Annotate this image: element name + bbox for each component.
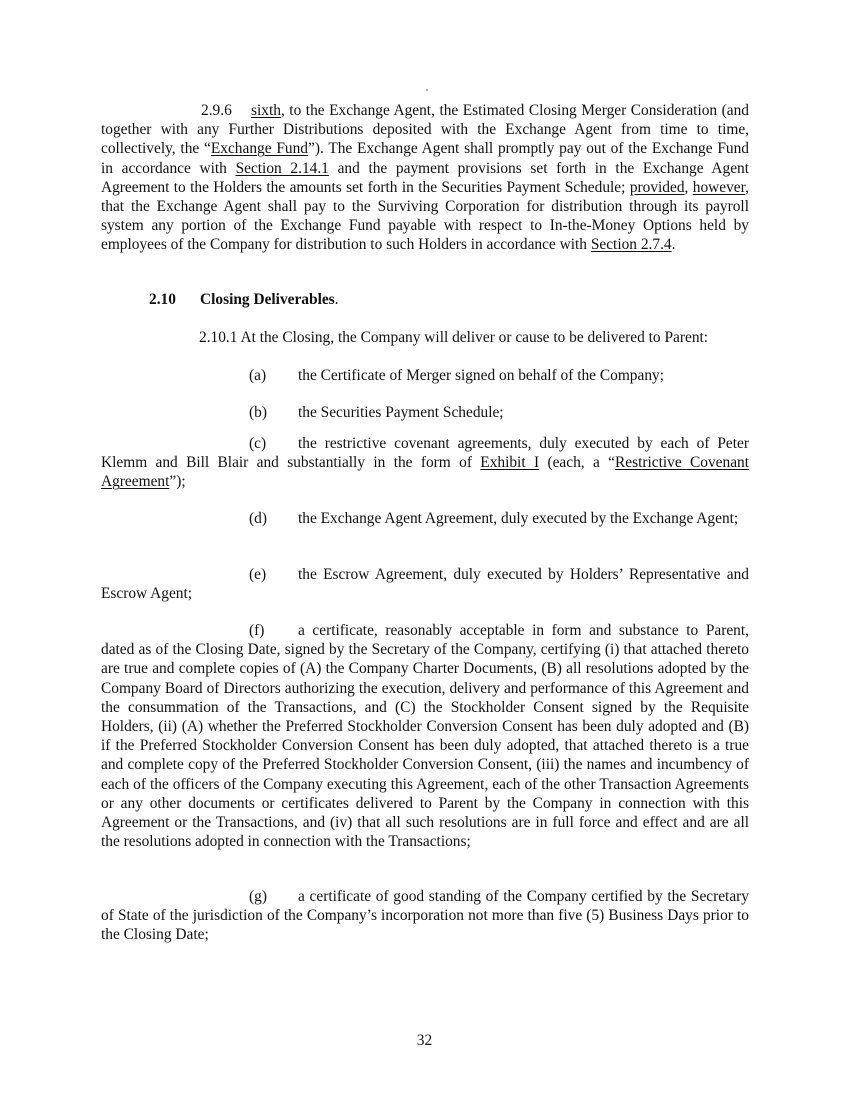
item-text: the Certificate of Merger signed on behalf of the Company; bbox=[298, 367, 664, 384]
item-label: (e) bbox=[249, 566, 267, 583]
item-g bbox=[101, 887, 749, 945]
item-label: (f) bbox=[249, 622, 265, 639]
item-text: a certificate, reasonably acceptable in form and substance to Parent, dated as of the Closing Date, signed by the Secretary of the Company, certifying (i) that attached thereto are true and complete copies of (A) the Company Charter Documents, (B) all resolutions adopted by the Company Board of Directors authorizing the execution, delivery and performance of this Agreement and the consummation of the Transactions, and (C) the Stockholder Consent signed by the Requisite Holders, (ii) (A) whether the Preferred Stockholder Conversion Consent has been duly adopted and (B) if the Preferred Stockholder Conversion Consent has been duly adopted, that attached thereto is a true and complete copy of the Preferred Stockholder Conversion Consent, (iii) the names and incumbency of each of the officers of the Company executing this Agreement, each of the other Transaction Agreements or any other documents or certificates delivered to Parent by the Company in connection with this Agreement or the Transactions, and (iv) that all such resolutions are in full force and effect and are all the resolutions adopted in connection with the Transactions; bbox=[101, 622, 749, 851]
item-text: a certificate of good standing of the Company certified by the Secretary of State of the jurisdiction of the Company’s incorporation not more than five (5) Business Days prior to the Closing Date; bbox=[101, 888, 749, 944]
term-exchange-fund: Exchange Fund bbox=[210, 140, 308, 158]
item-label: (c) bbox=[249, 435, 267, 452]
ref-section-2-14-1: Section 2.14.1 bbox=[235, 159, 329, 177]
scan-dot bbox=[426, 89, 428, 91]
term-however: however bbox=[692, 178, 746, 196]
item-text: the Escrow Agreement, duly executed by Holders’ Representative and Escrow Agent; bbox=[101, 566, 749, 603]
item-d bbox=[101, 509, 749, 528]
item-text: the Securities Payment Schedule; bbox=[298, 404, 504, 421]
ref-exhibit-i: Exhibit I bbox=[480, 454, 540, 472]
section-title: Closing Deliverables bbox=[200, 291, 335, 308]
section-number: 2.9.6 bbox=[201, 102, 232, 119]
term-provided: provided bbox=[629, 178, 685, 196]
section-2-10-heading: 2.10 Closing Deliverables. bbox=[149, 291, 339, 308]
term-restrictive-covenant-agreement: Restrictive Covenant Agreement bbox=[101, 454, 749, 491]
item-c: (c) the restrictive covenant agreements, duly executed by each of Peter Klemm and Bill Blair and substantially in the form of Exhibit I (each, a “Restrictive Covenant Agreement”); bbox=[101, 435, 749, 491]
ref-section-2-7-4: Section 2.7.4 bbox=[590, 236, 672, 254]
section-number: 2.10 bbox=[149, 291, 176, 308]
item-label: (d) bbox=[249, 510, 267, 527]
term-sixth: sixth bbox=[251, 102, 281, 119]
item-label: (g) bbox=[249, 888, 267, 905]
item-text: the Exchange Agent Agreement, duly executed by the Exchange Agent; bbox=[298, 510, 739, 527]
page-number: 32 bbox=[416, 1032, 433, 1049]
item-f bbox=[101, 621, 749, 851]
item-label: (b) bbox=[249, 404, 267, 421]
item-e bbox=[101, 565, 749, 603]
item-label: (a) bbox=[249, 367, 267, 384]
section-2-10-1: 2.10.1 At the Closing, the Company will deliver or cause to be delivered to Parent: bbox=[199, 329, 709, 346]
section-2-9-6: 2.9.6 sixth, to the Exchange Agent, the Estimated Closing Merger Consideration (and together with any Further Distributions deposited with the Exchange Agent from time to time, collectively, the “Exchange Fund”). The Exchange Agent shall promptly pay out of the Exchange Fund in accordance with Section 2.14.1 and the payment provisions set forth in the Exchange Agent Agreement to the Holders the amounts set forth in the Securities Payment Schedule; provided, however, that the Exchange Agent shall pay to the Surviving Corporation for distribution through its payroll system any portion of the Exchange Fund payable with respect to In-the-Money Options held by employees of the Company for distribution to such Holders in accordance with Section 2.7.4. bbox=[101, 102, 750, 254]
